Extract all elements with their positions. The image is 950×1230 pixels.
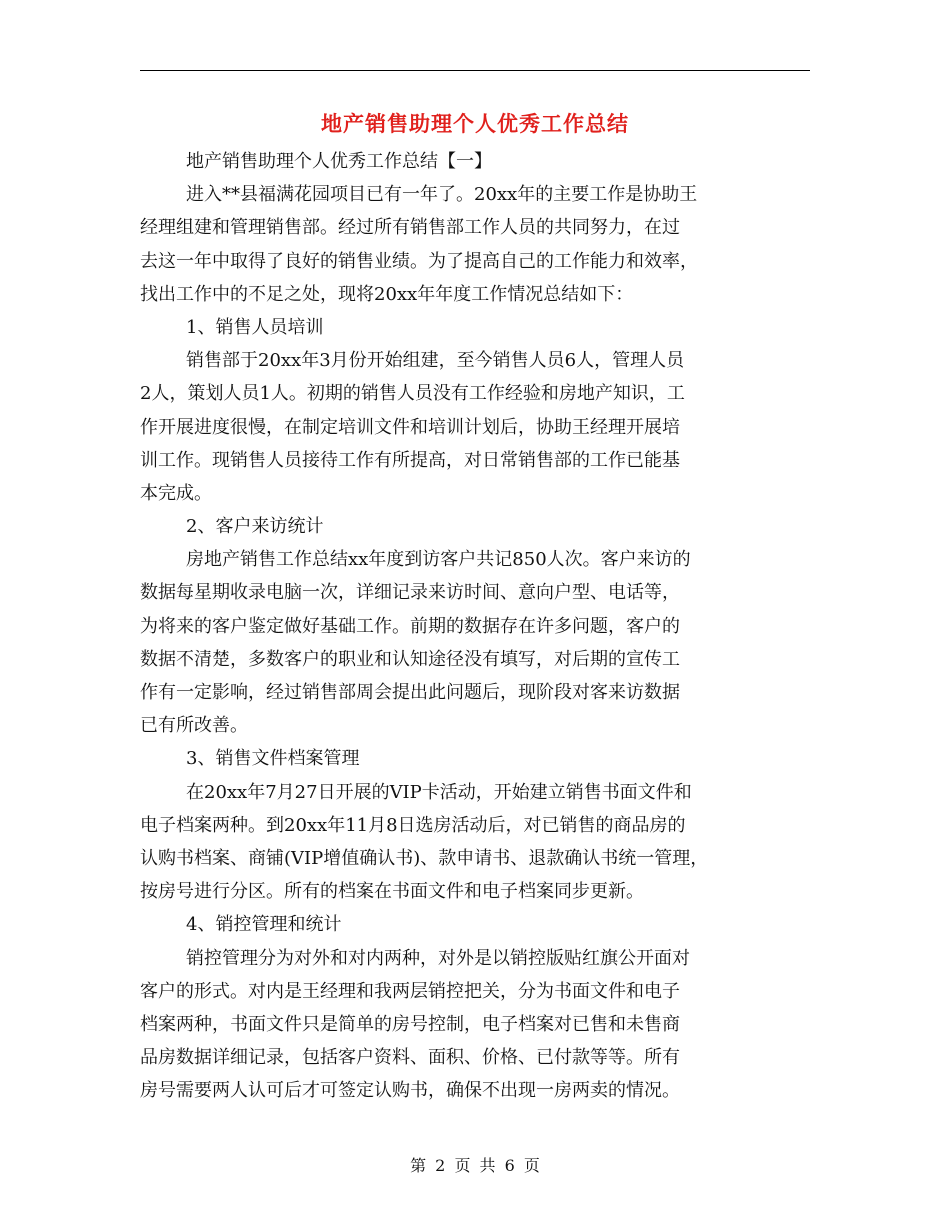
body-line: 进入**县福满花园项目已有一年了。20xx年的主要工作是协助王 xyxy=(186,184,698,206)
header-rule xyxy=(140,70,810,71)
body-line: 电子档案两种。到20xx年11月8日选房活动后，对已销售的商品房的 xyxy=(140,814,686,836)
body-line: 数据不清楚，多数客户的职业和认知途径没有填写，对后期的宣传工 xyxy=(140,648,680,670)
document-body xyxy=(140,145,810,1107)
body-line: 2、客户来访统计 xyxy=(186,516,324,538)
page-footer: 第 2 页 共 6 页 xyxy=(410,1156,540,1175)
body-line: 3、销售文件档案管理 xyxy=(186,748,360,770)
body-line: 销售部于20xx年3月份开始组建，至今销售人员6人，管理人员 xyxy=(186,350,685,372)
body-line: 1、销售人员培训 xyxy=(186,316,324,338)
body-line: 在20xx年7月27日开展的VIP卡活动，开始建立销售书面文件和 xyxy=(186,781,692,803)
body-line: 作有一定影响，经过销售部周会提出此问题后，现阶段对客来访数据 xyxy=(140,682,680,703)
body-line: 找出工作中的不足之处，现将20xx年年度工作情况总结如下： xyxy=(140,283,634,305)
body-line: 销控管理分为对外和对内两种，对外是以销控版贴红旗公开面对 xyxy=(186,947,690,969)
body-line: 房号需要两人认可后才可签定认购书，确保不出现一房两卖的情况。 xyxy=(140,1080,680,1102)
body-line: 本完成。 xyxy=(140,482,212,504)
body-line: 档案两种，书面文件只是简单的房号控制，电子档案对已售和未售商 xyxy=(140,1013,680,1035)
body-line: 客户的形式。对内是王经理和我两层销控把关，分为书面文件和电子 xyxy=(140,980,680,1002)
body-line: 训工作。现销售人员接待工作有所提高，对日常销售部的工作已能基 xyxy=(140,449,680,471)
body-line: 经理组建和管理销售部。经过所有销售部工作人员的共同努力，在过 xyxy=(140,217,680,239)
body-line: 按房号进行分区。所有的档案在书面文件和电子档案同步更新。 xyxy=(140,881,644,903)
body-line: 已有所改善。 xyxy=(140,715,248,737)
body-line: 房地产销售工作总结xx年度到访客户共记850人次。客户来访的 xyxy=(186,549,691,571)
body-line: 4、销控管理和统计 xyxy=(186,914,342,936)
body-line: 品房数据详细记录，包括客户资料、面积、价格、已付款等等。所有 xyxy=(140,1047,680,1069)
body-line: 认购书档案、商铺(VIP增值确认书)、款申请书、退款确认书统一管理， xyxy=(140,847,709,869)
body-line: 数据每星期收录电脑一次，详细记录来访时间、意向户型、电话等， xyxy=(140,582,680,604)
body-line: 作开展进度很慢，在制定培训文件和培训计划后，协助王经理开展培 xyxy=(140,416,680,438)
body-line: 为将来的客户鉴定做好基础工作。前期的数据存在许多问题，客户的 xyxy=(140,615,680,637)
body-line: 地产销售助理个人优秀工作总结【一】 xyxy=(186,151,492,172)
document-title: 地产销售助理个人优秀工作总结 xyxy=(321,112,629,136)
body-line: 去这一年中取得了良好的销售业绩。为了提高自己的工作能力和效率， xyxy=(140,250,698,272)
body-line: 2人，策划人员1人。初期的销售人员没有工作经验和房地产知识，工 xyxy=(140,383,685,405)
